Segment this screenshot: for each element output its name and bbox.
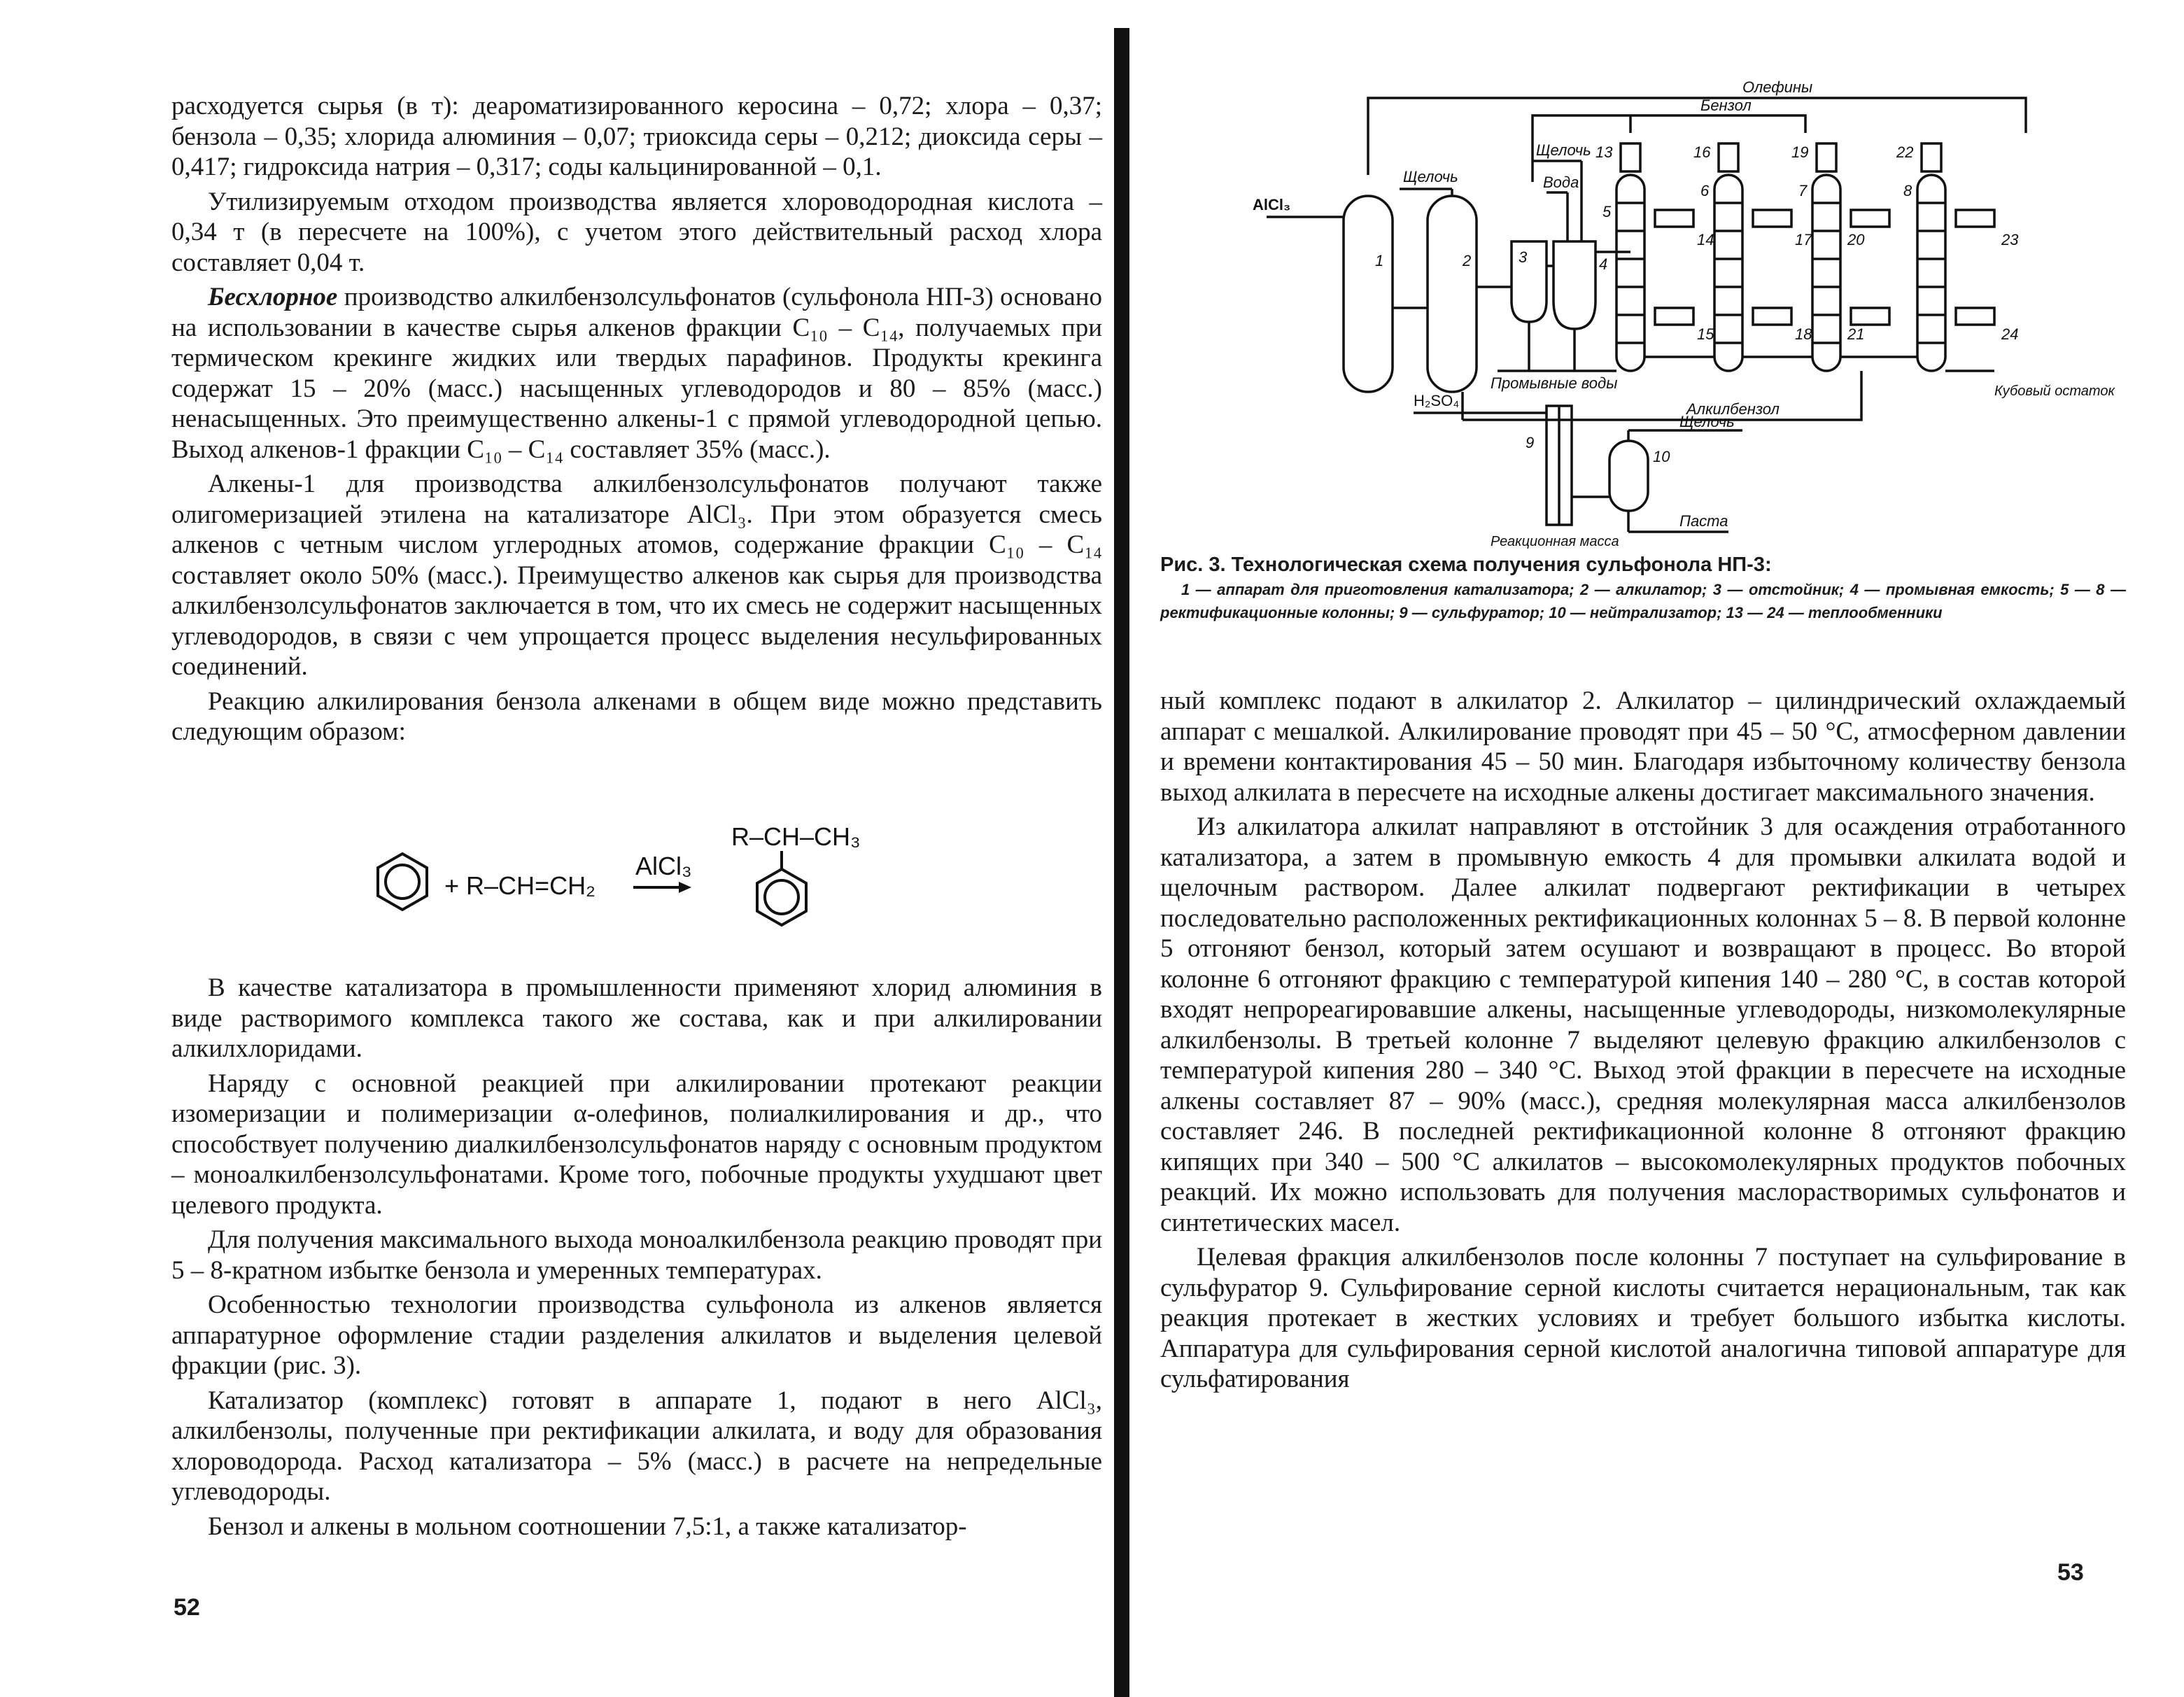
paragraph: Целевая фракция алкилбензолов после колонны 7 поступает на сульфирование в сульфуратор 9. Сульфирование серной кислоты считается нерациональным, так как реакция протекает в жестких условиях и требует большого избытка кислоты. Аппаратура для сульфирования серной кислотой аналогична типовой аппаратуре для сульфатирования — [1160, 1243, 2126, 1393]
label-water: Вода — [1543, 174, 1579, 191]
num-18: 18 — [1795, 325, 1812, 343]
page-number-right: 53 — [2057, 1559, 2084, 1586]
num-3: 3 — [1519, 248, 1528, 266]
paragraph: Реакцию алкилирования бензола алкенами в общем виде можно представить следующим образом: — [171, 686, 1102, 746]
paragraph: В качестве катализатора в промышленности применяют хлорид алюминия в виде растворимого комплекса такого же состава, как и при алкилировании алкилхлоридами. — [171, 973, 1102, 1063]
paragraph: расходуется сырья (в т): деароматизированного керосина – 0,72; хлора – 0,37; бензола – 0,35; хлорида алюминия – 0,07; триоксида серы – 0,212; диоксида серы – 0,417; гидроксида натрия – 0,317; соды кальцинированной – 0,1. — [171, 92, 1102, 181]
num-17: 17 — [1795, 231, 1812, 248]
process-flow-diagram — [1253, 77, 2162, 553]
label-benzene: Бензол — [1700, 97, 1752, 114]
paragraph: Бензол и алкены в мольном соотношении 7,5:1, а также катализатор- — [208, 1512, 967, 1541]
olefins-line — [1368, 98, 2026, 175]
label-reaction-mass: Реакционная масса — [1491, 534, 1619, 549]
num-23: 23 — [2001, 231, 2019, 248]
paragraph: Из алкилатора алкилат направляют в отстойник 3 для осаждения отработанного катализатора, а затем в промывную емкость 4 для промывки алкилата водой и щелочным раствором. Далее алкилат подвергают ректификации в четырех последовательно расположенных ректификационных колоннах 5 – 8. В первой колонне 5 отгоняют бензол, который затем осушают и возвращают в процесс. Во второй колонне 6 отгоняют фракцию с температурой кипения 140 – 280 °C, в состав которой входят непрореагировавшие алкены, насыщенные углеводороды, низкомолекулярные алкилбензолы. В третьей колонне 7 выделяют целевую фракцию алкилбензолов с температурой кипения 280 – 340 °C. Выход этой фракции в пересчете на исходные алкены составляет 87 – 90% (масс.), средняя молекулярная масса алкилбензолов составляет 246. В последней ректификационной колонне 8 отгоняют фракцию кипящих при 340 – 500 °C алкилатов – высокомолекулярных продуктов побочных реакций. Их можно использовать для получения маслорастворимых сульфонатов и синтетических масел. — [1160, 812, 2126, 1237]
paragraph — [171, 282, 1102, 465]
num-15: 15 — [1697, 325, 1714, 343]
label-olefins: Олефины — [1742, 78, 1813, 96]
num-13: 13 — [1595, 143, 1613, 161]
right-text-block — [1160, 686, 2126, 1395]
apparatus-3-settler — [1512, 241, 1547, 322]
figure-caption — [1160, 551, 2126, 624]
num-16: 16 — [1693, 143, 1711, 161]
label-alkali-2: Щелочь — [1536, 141, 1591, 159]
reagent-formula: + R–CH=CH₂ — [444, 871, 596, 900]
paragraph: Катализатор (комплекс) готовят в аппарате 1, подают в него AlCl₃, алкилбензолы, полученные при ректификации алкилата, и воду для образования хлороводорода. Расход катализатора – 5% (масс.) в расчете на непредельные углеводороды. — [171, 1386, 1102, 1506]
catalyst-label: AlCl₃ — [635, 852, 692, 880]
num-1: 1 — [1375, 252, 1384, 269]
book-gutter — [1114, 28, 1129, 1697]
paragraph: Алкены-1 для производства алкилбензолсульфонатов получают также олигомеризацией этилена на катализаторе AlCl₃. При этом образуется смесь алкенов с четным числом углеродных атомов, содержание фракции C₁₀ – C₁₄ составляет около 50% (масс.). Преимущество алкенов как сырья для производства алкилбензолсульфонатов заключается в том, что их смесь не содержит насыщенных углеводородов, в связи с чем упрощается процесс выделения несульфированных соединений. — [171, 470, 1102, 681]
apparatus-1 — [1344, 196, 1393, 392]
paragraph: ный комплекс подают в алкилатор 2. Алкилатор – цилиндрический охлаждаемый аппарат с мешалкой. Алкилирование проводят при 45 – 50 °C, атмосферном давлении и времени контактирования 45 – 50 мин. Благодаря избыточному количеству бензола выход алкилата в пересчете на исходные алкены достигает максимального значения. — [1160, 686, 2126, 807]
product-chain: R–CH–CH₃ — [731, 826, 861, 851]
right-page — [1148, 0, 2184, 1697]
num-19: 19 — [1791, 143, 1809, 161]
label-wash-water: Промывные воды — [1491, 374, 1618, 392]
label-paste: Паста — [1679, 512, 1728, 530]
paragraph: Наряду с основной реакцией при алкилировании протекают реакции изомеризации и полимеризации α-олефинов, полиалкилирования и др., что способствует получению диалкилбензолсульфонатов наряду с основным продуктом – моноалкилбензолсульфонатами. Кроме того, побочные продукты ухудшают цвет целевого продукта. — [171, 1069, 1102, 1220]
num-4: 4 — [1599, 255, 1608, 273]
paragraph: Для получения максимального выхода моноалкилбензола реакцию проводят при 5 – 8-кратном избытке бензола и умеренных температурах. — [171, 1225, 1102, 1285]
caption-legend: 1 — аппарат для приготовления катализатора; 2 — алкилатор; 3 — отстойник; 4 — промывная емкость; 5 — 8 — ректификационные колонны; 9 — сульфуратор; 10 — нейтрализатор; 13 — 24 — теплообменники — [1160, 581, 2126, 621]
num-7: 7 — [1798, 182, 1808, 199]
num-21: 21 — [1847, 325, 1865, 343]
label-alkylbenzene: Алкилбензол — [1686, 400, 1780, 418]
heat-exchangers — [1655, 210, 1994, 325]
num-8: 8 — [1903, 182, 1912, 199]
label-alkali-1: Щелочь — [1403, 168, 1458, 185]
left-text-block-2 — [171, 973, 1102, 1542]
num-22: 22 — [1896, 143, 1914, 161]
num-6: 6 — [1700, 182, 1710, 199]
column-5 — [1616, 143, 1644, 371]
column-7 — [1812, 143, 1840, 371]
num-9: 9 — [1526, 434, 1535, 451]
num-10: 10 — [1653, 448, 1670, 465]
paragraph: Утилизируемым отходом производства является хлороводородная кислота – 0,34 т (в пересчете на 100%), с учетом этого действительный расход хлора составляет 0,04 т. — [171, 187, 1102, 277]
reaction-svg — [364, 826, 924, 945]
apparatus-2-alkylator — [1428, 196, 1477, 392]
reaction-arrow — [633, 882, 691, 893]
benzene-ring-product — [757, 869, 806, 925]
apparatus-4-wash — [1554, 241, 1595, 329]
label-bottoms: Кубовый остаток — [1994, 383, 2115, 399]
num-5: 5 — [1602, 203, 1612, 220]
reaction-scheme — [364, 826, 924, 945]
paragraph: Особенностью технологии производства сульфонола из алкенов является аппаратурное оформление стадии разделения алкилатов и выделения целевой фракции (рис. 3). — [171, 1290, 1102, 1380]
num-20: 20 — [1847, 231, 1865, 248]
label-alcl3: AlCl₃ — [1253, 196, 1291, 213]
column-8 — [1917, 143, 1945, 371]
num-24: 24 — [2001, 325, 2019, 343]
label-h2so4: H₂SO₄ — [1414, 392, 1460, 409]
num-2: 2 — [1463, 252, 1472, 269]
benzene-ring-reactant — [378, 854, 427, 910]
caption-title: Рис. 3. Технологическая схема получения сульфонола НП-3: — [1160, 554, 1772, 576]
apparatus-10-neutralizer — [1609, 441, 1648, 511]
paragraph-text: производство алкилбензолсульфонатов (сульфонола НП-3) основано на использовании в качестве сырья алкенов фракции C₁₀ – C₁₄, получаемых при термическом крекинге жидких или твердых парафинов. Продукты крекинга содержат 15 – 20% (масс.) насыщенных углеводородов и 80 – 85% (масс.) ненасыщенных. Это преимущественно алкены-1 с прямой углеводородной цепью. Выход алкенов-1 фракции C₁₀ – C₁₄ составляет 35% (масс.). — [171, 283, 1102, 464]
left-text-block-1 — [171, 91, 1102, 747]
column-6 — [1714, 143, 1742, 371]
emphasis-term: Бесхлорное — [208, 283, 338, 311]
num-14: 14 — [1697, 231, 1714, 248]
label-alkali-3: Щелочь — [1679, 413, 1735, 430]
page-number-left: 52 — [174, 1594, 200, 1621]
